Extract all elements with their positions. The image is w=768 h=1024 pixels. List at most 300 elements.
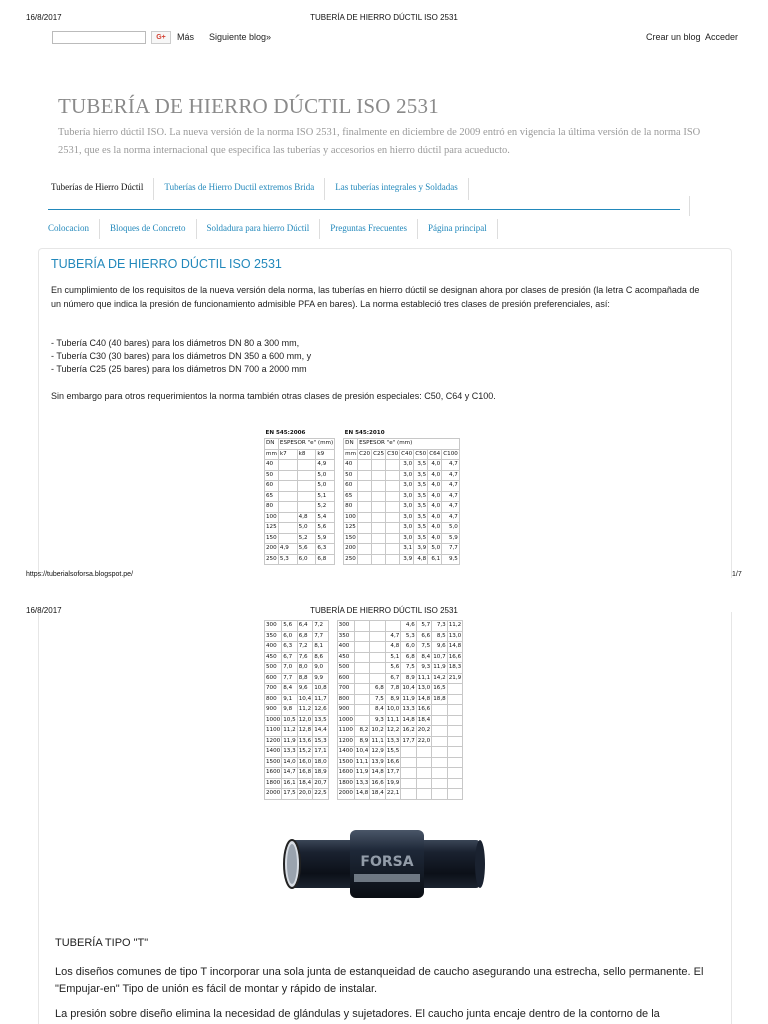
table-cell: [416, 789, 431, 800]
table-cell: 7,6: [297, 652, 312, 663]
table-cell: 15,5: [385, 747, 400, 758]
table-cell: [354, 694, 369, 705]
table-cell: 50: [344, 470, 358, 481]
table-cell: 4,0: [428, 523, 442, 534]
table-cell: 9,8: [282, 705, 297, 716]
table-cell: [370, 652, 385, 663]
table-cell: 1600: [265, 768, 282, 779]
table-cell: 11,2: [447, 621, 462, 632]
table-cell: [358, 470, 372, 481]
table-cell: 4,7: [442, 481, 460, 492]
table-cell: 6,8: [401, 652, 416, 663]
section-paragraph: Los diseños comunes de tipo T incorporar una sola junta de estanqueidad de caucho asegurando una estrecha, sello permanente. El "Empujar-en" Tipo de unión es fácil de montar y rápido de instalar.: [55, 966, 704, 995]
table-cell: 3,5: [414, 533, 428, 544]
table-cell: [358, 491, 372, 502]
table-cell: [447, 789, 462, 800]
table-cell: 11,1: [416, 673, 431, 684]
print-page-number: 1/7: [732, 571, 742, 578]
table-cell: C50: [414, 449, 428, 460]
table-cell: 10,4: [297, 694, 312, 705]
table-cell: [354, 705, 369, 716]
table-cell: mm: [265, 449, 279, 460]
table-cell: 8,0: [297, 663, 312, 674]
table-cell: [432, 726, 447, 737]
table-cell: 18,4: [370, 789, 385, 800]
table-cell: [386, 491, 400, 502]
table-cell: 9,3: [370, 715, 385, 726]
table-cell: 6,0: [282, 631, 297, 642]
table-cell: 3,5: [414, 460, 428, 471]
table-gap: [328, 694, 337, 705]
table-cell: 5,6: [385, 663, 400, 674]
table-cell: 3,1: [400, 544, 414, 555]
table-cell: 4,0: [428, 533, 442, 544]
table-cell: [354, 715, 369, 726]
section-title: TUBERÍA TIPO "T": [55, 937, 149, 949]
table-cell: C20: [358, 449, 372, 460]
table-cell: 22,5: [313, 789, 328, 800]
table-cell: 6,1: [428, 554, 442, 565]
table-cell: 5,9: [442, 533, 460, 544]
tabs-divider: [48, 209, 680, 210]
table-cell: 5,7: [416, 621, 431, 632]
table-cell: 14,8: [354, 789, 369, 800]
table-cell: [447, 694, 462, 705]
table-cell: [432, 789, 447, 800]
table-cell: 3,5: [414, 502, 428, 513]
table-cell: 7,7: [282, 673, 297, 684]
table-cell: 11,9: [432, 663, 447, 674]
post-intro: En cumplimiento de los requisitos de la nueva versión dela norma, las tuberías en hierro dúctil se designan ahora por clases de presión (la letra C acompañada de un número que indica la presión de funcionamiento admisible PFA en bares). La norma estableció tres clases de presión preferenciales, así:: [51, 285, 700, 309]
tab-preguntas-frecuentes[interactable]: Preguntas Frecuentes: [320, 219, 418, 239]
table-cell: 11,7: [313, 694, 328, 705]
table-cell: 3,5: [414, 523, 428, 534]
table-cell: 4,8: [414, 554, 428, 565]
table-row: [265, 460, 460, 471]
table-cell: 1600: [337, 768, 354, 779]
table-gap: [328, 631, 337, 642]
table-cell: 350: [337, 631, 354, 642]
table-cell: 350: [265, 631, 282, 642]
table-cell: k8: [297, 449, 316, 460]
search-input[interactable]: [52, 31, 146, 44]
table-row: [265, 621, 463, 632]
table-gap: [335, 439, 344, 450]
post-list-item: - Tubería C30 (30 bares) para los diámetros DN 350 a 600 mm, y: [51, 351, 312, 361]
table-gap: [328, 768, 337, 779]
table-cell: [297, 470, 316, 481]
table-cell: 4,7: [442, 491, 460, 502]
table-cell: [401, 768, 416, 779]
post-list-item: - Tubería C25 (25 bares) para los diámetros DN 700 a 2000 mm: [51, 364, 307, 374]
table-cell: 80: [344, 502, 358, 513]
table-cell: 13,3: [385, 736, 400, 747]
table-cell: 5,6: [282, 621, 297, 632]
table-cell: 18,4: [416, 715, 431, 726]
table-cell: k7: [278, 449, 297, 460]
table-cell: 8,8: [297, 673, 312, 684]
print-title: TUBERÍA DE HIERRO DÚCTIL ISO 2531: [310, 13, 458, 22]
table-row: [265, 684, 463, 695]
table-row: [265, 642, 463, 653]
table-cell: 5,0: [316, 481, 335, 492]
table-cell: 125: [265, 523, 279, 534]
table-cell: 5,6: [316, 523, 335, 534]
table-gap: [335, 449, 344, 460]
table-cell: [432, 705, 447, 716]
table-cell: 7,0: [282, 663, 297, 674]
table-cell: 16,2: [401, 726, 416, 737]
table-cell: 6,8: [370, 684, 385, 695]
table-cell: 60: [265, 481, 279, 492]
table-cell: 11,1: [370, 736, 385, 747]
table-cell: 4,7: [442, 502, 460, 513]
table-cell: C30: [386, 449, 400, 460]
table-cell: 3,0: [400, 460, 414, 471]
table-cell: 5,0: [316, 470, 335, 481]
table-cell: [432, 747, 447, 758]
table-cell: 500: [337, 663, 354, 674]
table-row: [265, 470, 460, 481]
table-cell: 18,4: [297, 778, 312, 789]
table-row: [265, 491, 460, 502]
table-cell: [386, 544, 400, 555]
table-cell: 1000: [265, 715, 282, 726]
table-cell: 11,9: [354, 768, 369, 779]
forsa-logo: FORSA: [360, 854, 414, 870]
table-cell: 3,0: [400, 491, 414, 502]
table-cell: 6,7: [385, 673, 400, 684]
table-row: [265, 631, 463, 642]
table-cell: [416, 757, 431, 768]
post-title[interactable]: TUBERÍA DE HIERRO DÚCTIL ISO 2531: [51, 257, 282, 271]
table-row: [265, 757, 463, 768]
table-cell: [447, 705, 462, 716]
table-cell: [278, 502, 297, 513]
table-cell: [432, 715, 447, 726]
table-cell: [372, 460, 386, 471]
table-cell: 5,1: [385, 652, 400, 663]
tab-tuberias-hierro-ductil[interactable]: Tuberías de Hierro Dúctil: [48, 178, 154, 200]
table-cell: 13,3: [282, 747, 297, 758]
table-cell: 20,7: [313, 778, 328, 789]
table-cell: [370, 631, 385, 642]
tabs-divider-end: [689, 196, 690, 216]
table-cell: 6,6: [416, 631, 431, 642]
table-cell: 11,1: [385, 715, 400, 726]
table-row: [265, 533, 460, 544]
table-cell: 3,5: [414, 512, 428, 523]
table-cell: [278, 523, 297, 534]
table-cell: 600: [265, 673, 282, 684]
tab-soldadura[interactable]: Soldadura para hierro Dúctil: [197, 219, 321, 239]
table-cell: DN: [344, 439, 358, 450]
table-row: [265, 694, 463, 705]
wall-thickness-table: [264, 428, 460, 565]
table-cell: 9,3: [416, 663, 431, 674]
table-cell: 80: [265, 502, 279, 513]
google-plus-button[interactable]: G+: [151, 31, 171, 44]
table-cell: 800: [265, 694, 282, 705]
table-cell: 8,6: [313, 652, 328, 663]
table-cell: [432, 768, 447, 779]
table-cell: [447, 747, 462, 758]
table-cell: 8,4: [370, 705, 385, 716]
table-cell: 16,0: [297, 757, 312, 768]
table-cell: [354, 642, 369, 653]
table-cell: 7,7: [313, 631, 328, 642]
table-cell: 10,0: [385, 705, 400, 716]
table-cell: [354, 684, 369, 695]
table-cell: [278, 491, 297, 502]
table-cell: 14,0: [282, 757, 297, 768]
table-gap: [328, 715, 337, 726]
table-cell: [447, 726, 462, 737]
table-cell: 1200: [337, 736, 354, 747]
table-cell: [354, 652, 369, 663]
next-blog-link[interactable]: Siguiente blog»: [209, 32, 272, 42]
table-gap: [328, 705, 337, 716]
table-cell: 17,5: [282, 789, 297, 800]
table-cell: [278, 470, 297, 481]
table-gap: [328, 747, 337, 758]
table-cell: 13,0: [416, 684, 431, 695]
print-header-page-2: [0, 606, 768, 620]
table-cell: 15,3: [313, 736, 328, 747]
table-cell: [416, 768, 431, 779]
table-cell: [447, 757, 462, 768]
table-cell: 11,1: [354, 757, 369, 768]
table-cell: 3,0: [400, 523, 414, 534]
table-cell: 13,3: [354, 778, 369, 789]
table-cell: 7,7: [442, 544, 460, 555]
table-cell: [354, 663, 369, 674]
table-cell: [401, 757, 416, 768]
table-cell: EN 545:2006: [265, 429, 306, 436]
table-gap: [328, 673, 337, 684]
table-cell: 8,9: [401, 673, 416, 684]
table-cell: 6,8: [297, 631, 312, 642]
table-cell: [358, 460, 372, 471]
create-blog-link[interactable]: Crear un blog: [646, 32, 701, 42]
table-cell: 8,9: [385, 694, 400, 705]
table-cell: 1100: [337, 726, 354, 737]
table-cell: 8,2: [354, 726, 369, 737]
table-cell: [386, 554, 400, 565]
table-cell: [372, 470, 386, 481]
table-cell: 16,6: [385, 757, 400, 768]
table-cell: 4,7: [385, 631, 400, 642]
table-cell: 16,5: [432, 684, 447, 695]
table-cell: 2000: [337, 789, 354, 800]
table-cell: 9,1: [282, 694, 297, 705]
table-cell: 900: [337, 705, 354, 716]
login-link[interactable]: Acceder: [705, 32, 739, 42]
table-cell: [432, 736, 447, 747]
table-cell: 250: [265, 554, 279, 565]
table-cell: 7,8: [385, 684, 400, 695]
table-gap: [328, 726, 337, 737]
table-cell: 22,1: [385, 789, 400, 800]
table-cell: 1100: [265, 726, 282, 737]
table-cell: 1000: [337, 715, 354, 726]
table-cell: 2000: [265, 789, 282, 800]
table-cell: 10,4: [354, 747, 369, 758]
table-cell: 4,0: [428, 460, 442, 471]
table-cell: 4,0: [428, 481, 442, 492]
table-cell: 12,6: [313, 705, 328, 716]
table-cell: 5,0: [297, 523, 316, 534]
table-cell: [401, 747, 416, 758]
table-row: [265, 768, 463, 779]
table-cell: k9: [316, 449, 335, 460]
table-cell: 7,2: [313, 621, 328, 632]
table-cell: [386, 470, 400, 481]
table-cell: [358, 554, 372, 565]
table-cell: 1800: [265, 778, 282, 789]
table-cell: 6,0: [401, 642, 416, 653]
table-cell: C64: [428, 449, 442, 460]
table-cell: [401, 789, 416, 800]
table-cell: [447, 778, 462, 789]
table-gap: [328, 621, 337, 632]
table-cell: 4,7: [442, 512, 460, 523]
table-cell: 14,7: [282, 768, 297, 779]
table-cell: 1400: [265, 747, 282, 758]
blog-description: Tubería hierro dúctil ISO. La nueva versión de la norma ISO 2531, finalmente en diciembre de 2009 entró en vigencia la última versión de la norma ISO 2531, que es la norma internacional que especifica las tuberías y accesorios en hierro dúctil para acueducto.: [58, 127, 701, 156]
table-cell: 5,2: [297, 533, 316, 544]
table-cell: ESPESOR "e" (mm): [358, 439, 460, 450]
table-cell: 3,0: [400, 481, 414, 492]
table-cell: [432, 778, 447, 789]
table-cell: 300: [337, 621, 354, 632]
tab-extremos-brida[interactable]: Tuberías de Hierro Ductil extremos Brida: [154, 178, 325, 200]
table-cell: 20,0: [297, 789, 312, 800]
table-cell: [372, 523, 386, 534]
table-gap: [335, 460, 344, 471]
table-gap: [328, 652, 337, 663]
table-cell: 9,5: [442, 554, 460, 565]
table-cell: 8,4: [416, 652, 431, 663]
table-gap: [328, 736, 337, 747]
table-cell: 16,1: [282, 778, 297, 789]
table-cell: C25: [372, 449, 386, 460]
table-cell: 700: [265, 684, 282, 695]
table-cell: [401, 778, 416, 789]
table-cell: [372, 554, 386, 565]
table-cell: 4,8: [385, 642, 400, 653]
table-gap: [335, 428, 344, 439]
table-cell: 19,9: [385, 778, 400, 789]
table-row: [265, 652, 463, 663]
table-cell: 8,1: [313, 642, 328, 653]
ductile-iron-pipe-image: [278, 828, 488, 904]
table-cell: [297, 491, 316, 502]
table-cell: [385, 621, 400, 632]
table-cell: 3,0: [400, 470, 414, 481]
table-cell: 65: [265, 491, 279, 502]
post-extra: Sin embargo para otros requerimientos la norma también otras clases de presión especiales: C50, C64 y C100.: [51, 391, 496, 401]
table-gap: [335, 533, 344, 544]
table-cell: [386, 523, 400, 534]
table-row: [265, 726, 463, 737]
table-cell: 21,9: [447, 673, 462, 684]
table-cell: mm: [344, 449, 358, 460]
table-cell: [386, 512, 400, 523]
table-cell: 5,0: [428, 544, 442, 555]
table-cell: 13,6: [297, 736, 312, 747]
table-cell: 4,0: [428, 502, 442, 513]
table-cell: 4,0: [428, 491, 442, 502]
table-cell: 450: [337, 652, 354, 663]
table-cell: 9,9: [313, 673, 328, 684]
table-cell: 18,3: [447, 663, 462, 674]
table-gap: [335, 481, 344, 492]
table-cell: 14,8: [416, 694, 431, 705]
table-cell: 8,5: [432, 631, 447, 642]
table-cell: [372, 491, 386, 502]
table-cell: [297, 460, 316, 471]
table-cell: 150: [344, 533, 358, 544]
table-cell: C40: [400, 449, 414, 460]
tab-pagina-principal[interactable]: Página principal: [418, 219, 498, 239]
table-cell: 14,2: [432, 673, 447, 684]
table-header-row: [265, 439, 460, 450]
table-cell: 7,5: [416, 642, 431, 653]
blog-title[interactable]: TUBERÍA DE HIERRO DÚCTIL ISO 2531: [58, 94, 439, 118]
table-cell: 4,0: [428, 512, 442, 523]
table-cell: [358, 481, 372, 492]
section-paragraph: La presión sobre diseño elimina la necesidad de glándulas y sujetadores. El caucho junta encaje dentro de la contorno de la: [55, 1008, 660, 1020]
table-cell: 400: [337, 642, 354, 653]
blogger-navbar: [0, 26, 768, 48]
table-cell: [416, 747, 431, 758]
more-link[interactable]: Más: [177, 32, 195, 42]
table-row: [265, 789, 463, 800]
tab-bloques-concreto[interactable]: Bloques de Concreto: [100, 219, 197, 239]
table-cell: 4,0: [428, 470, 442, 481]
table-cell: [372, 544, 386, 555]
tab-colocacion[interactable]: Colocacion: [48, 219, 100, 239]
table-cell: 200: [344, 544, 358, 555]
table-cell: 125: [344, 523, 358, 534]
table-cell: 12,8: [297, 726, 312, 737]
table-cell: [370, 642, 385, 653]
table-cell: 8,9: [354, 736, 369, 747]
table-cell: [447, 768, 462, 779]
table-cell: 18,0: [313, 757, 328, 768]
table-cell: [372, 502, 386, 513]
table-cell: 400: [265, 642, 282, 653]
print-url: https://tuberialsoforsa.blogspot.pe/: [26, 571, 134, 578]
table-row: [265, 736, 463, 747]
tab-integrales-soldadas[interactable]: Las tuberías integrales y Soldadas: [325, 178, 468, 200]
table-cell: [372, 533, 386, 544]
table-row: [265, 523, 460, 534]
post-list-item: - Tubería C40 (40 bares) para los diámetros DN 80 a 300 mm,: [51, 338, 300, 348]
table-cell: [358, 544, 372, 555]
table-cell: 13,0: [447, 631, 462, 642]
table-row: [265, 512, 460, 523]
table-cell: 450: [265, 652, 282, 663]
table-cell: 4,8: [297, 512, 316, 523]
table-row: [265, 673, 463, 684]
table-cell: [297, 481, 316, 492]
table-cell: 10,8: [313, 684, 328, 695]
table-gap: [335, 523, 344, 534]
table-gap: [335, 554, 344, 565]
table-cell: 3,9: [414, 544, 428, 555]
